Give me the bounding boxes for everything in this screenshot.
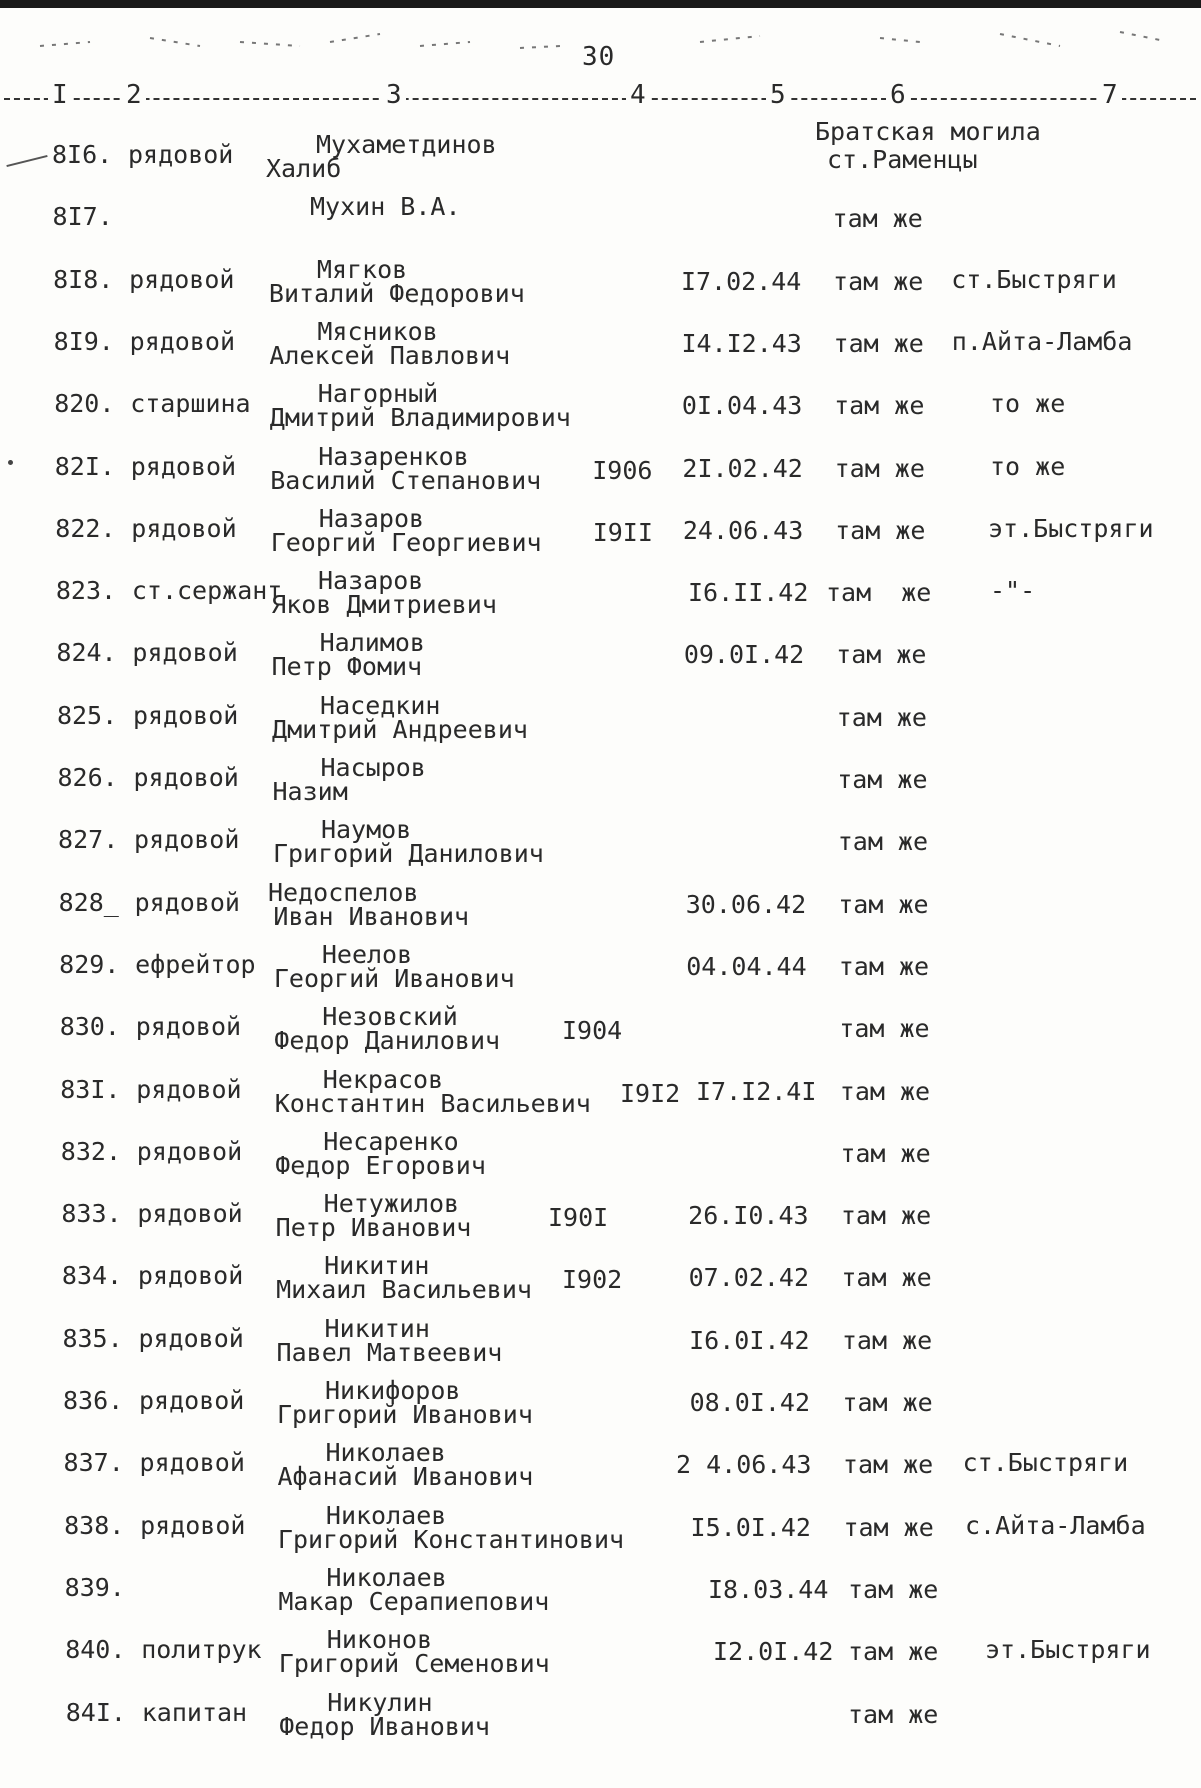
record-given: Халиб [266, 154, 342, 183]
column-number: 5 [766, 80, 790, 110]
scan-top-edge [0, 0, 1201, 8]
record-date: 24.06.43 [682, 515, 804, 545]
record-no: 825. [56, 700, 118, 730]
record-buried: там же [838, 889, 929, 919]
record-date: I6.II.42 [688, 578, 809, 608]
record-given: Дмитрий Андреевич [272, 714, 528, 744]
record-rank: рядовой [139, 1386, 245, 1415]
record-given: Павел Матвеевич [276, 1337, 503, 1367]
record-date: I7.I2.4I [696, 1076, 817, 1106]
record-rank: рядовой [139, 1448, 245, 1478]
record-row [0, 1376, 1201, 1438]
record-rank: рядовой [134, 887, 240, 917]
record-surname: Мясников [317, 316, 438, 346]
record-row [0, 878, 1201, 940]
record-given: Афанасий Иванович [277, 1462, 534, 1492]
record-date: 2I.02.42 [682, 453, 803, 483]
record-year: I904 [562, 1016, 623, 1046]
record-buried: там же [833, 266, 924, 296]
record-no: 822. [55, 513, 116, 543]
record-surname: Назаренков [318, 441, 469, 471]
record-row [0, 379, 1201, 441]
record-date: 07.02.42 [688, 1263, 810, 1293]
record-given: Федор Иванович [279, 1711, 490, 1741]
record-row [0, 1563, 1201, 1625]
record-no: 8I9. [53, 326, 114, 356]
record-surname: Неелов [321, 939, 413, 969]
record-no: 84I. [65, 1697, 126, 1727]
record-given: Иван Иванович [273, 901, 470, 931]
record-row [0, 628, 1201, 690]
record-rank: рядовой [128, 140, 234, 169]
record-surname: Наседкин [320, 690, 441, 720]
record-buried: там же [836, 702, 927, 732]
record-given: Константин Васильевич [274, 1088, 591, 1118]
record-given: Григорий Иванович [277, 1400, 533, 1429]
record-no: 820. [54, 389, 115, 419]
record-rank: старшина [130, 389, 251, 419]
record-surname: Мягков [316, 254, 408, 284]
record-no: 833. [61, 1199, 122, 1229]
record-no: 8I7. [52, 202, 113, 232]
column-number: 7 [1098, 80, 1122, 110]
record-buried: там же [838, 951, 930, 981]
record-given: Петр Фомич [271, 652, 423, 682]
record-given: Георгий Георгиевич [270, 527, 542, 557]
record-surname: Николаев [326, 1562, 447, 1592]
record-buried: там же [837, 765, 928, 794]
record-buried: там же [841, 1263, 932, 1293]
record-surname: Назаров [318, 503, 425, 533]
record-no: 828_ [58, 887, 119, 917]
record-buried: там же [843, 1512, 934, 1542]
record-given: Петр Иванович [275, 1213, 472, 1243]
record-date: 04.04.44 [686, 951, 807, 981]
record-no: 83I. [60, 1074, 121, 1104]
record-given: Дмитрий Владимирович [269, 403, 571, 433]
record-rank: рядовой [137, 1199, 243, 1229]
record-rank: ст.сержант [131, 576, 283, 606]
record-no: 82I. [54, 451, 115, 481]
record-buried: там же [848, 1637, 939, 1667]
record-rank: рядовой [135, 1012, 242, 1042]
record-place: эт.Быстряги [988, 513, 1154, 543]
record-date: I6.0I.42 [689, 1325, 810, 1355]
record-rank: рядовой [137, 1261, 244, 1291]
record-place: то же [990, 451, 1066, 481]
record-buried: там же [837, 827, 929, 857]
record-date: I5.0I.42 [690, 1512, 811, 1542]
record-no: 839. [64, 1572, 125, 1602]
record-buried: там же [842, 1450, 934, 1480]
record-row [0, 753, 1201, 815]
record-date: I4.I2.43 [681, 328, 802, 358]
record-row [0, 1625, 1201, 1687]
record-year: I9II [592, 517, 653, 547]
column-number: 2 [122, 80, 146, 110]
record-rank: рядовой [132, 700, 239, 730]
record-rank: ефрейтор [135, 949, 256, 979]
record-date: 0I.04.43 [681, 391, 803, 421]
record-given: Макар Серапиепович [278, 1586, 550, 1616]
record-place: с.Айта-Ламба [965, 1510, 1146, 1540]
record-no: 823. [55, 576, 117, 606]
record-buried: там же [841, 1325, 933, 1355]
record-no: 832. [60, 1136, 122, 1166]
record-row [0, 192, 1201, 254]
record-rank: рядовой [131, 513, 237, 543]
record-buried: там же [840, 1201, 932, 1231]
record-year: I902 [562, 1265, 623, 1295]
record-date: 26.I0.43 [688, 1201, 809, 1231]
record-buried: там же [832, 204, 923, 234]
record-date: 08.0I.42 [689, 1388, 811, 1417]
record-surname: Нагорный [317, 379, 439, 409]
column-number: 4 [626, 80, 650, 110]
record-row [0, 1314, 1201, 1376]
record-row [0, 1501, 1201, 1563]
record-buried: там же [848, 1699, 939, 1729]
column-header-row [0, 80, 1201, 116]
record-given: Яков Дмитриевич [271, 590, 497, 620]
record-row [0, 504, 1201, 566]
record-place: ст.Быстряги [951, 264, 1117, 294]
record-given: Георгий Иванович [273, 963, 515, 993]
record-given: Федор Данилович [274, 1026, 501, 1056]
record-surname: Налимов [319, 628, 425, 658]
record-rank: рядовой [136, 1136, 243, 1166]
record-buried: там же [839, 1014, 930, 1044]
record-given: Федор Егорович [275, 1150, 486, 1180]
record-place: то же [990, 389, 1066, 419]
record-row [0, 815, 1201, 877]
record-rank: рядовой [129, 326, 235, 356]
record-surname: Назаров [318, 566, 424, 596]
record-no: 835. [62, 1323, 123, 1353]
record-rank: рядовой [133, 763, 239, 792]
record-no: 830. [59, 1012, 120, 1042]
record-place: эт.Быстряги [985, 1635, 1151, 1665]
record-row [0, 317, 1201, 379]
record-no: 826. [57, 763, 118, 792]
record-surname: Мухаметдинов [316, 130, 497, 159]
record-surname: Мухин В.А. [310, 192, 461, 222]
record-no: 8I6. [52, 140, 113, 169]
record-row [0, 255, 1201, 317]
record-date: I7.02.44 [680, 266, 802, 296]
record-surname: Никулин [327, 1687, 433, 1717]
column-number: 3 [382, 80, 406, 110]
record-surname: Никифоров [325, 1376, 461, 1405]
record-given: Виталий Федорович [268, 278, 525, 308]
record-surname: Николаев [325, 1438, 446, 1468]
record-rank: рядовой [134, 825, 240, 855]
record-surname: Некрасов [322, 1064, 444, 1094]
record-place: п.Айта-Ламба [951, 326, 1133, 356]
record-surname: Насыров [320, 753, 426, 782]
record-surname: Наумов [320, 815, 412, 845]
record-buried: там же [840, 1138, 931, 1168]
record-buried: там же [836, 640, 927, 670]
record-no: 834. [61, 1261, 123, 1291]
record-row [0, 442, 1201, 504]
record-given: Григорий Семенович [278, 1649, 550, 1679]
record-given: Назим [272, 777, 348, 806]
record-given: Василий Степанович [270, 465, 542, 495]
record-buried: там же [834, 453, 925, 483]
record-date: I8.03.44 [708, 1574, 829, 1604]
record-no: 840. [65, 1635, 126, 1665]
record-surname: Несаренко [323, 1126, 459, 1156]
record-buried: там же [839, 1076, 931, 1106]
record-buried: там же [826, 578, 932, 608]
record-rank: рядовой [130, 451, 237, 481]
record-rank: рядовой [138, 1323, 244, 1353]
record-buried: там же [848, 1574, 939, 1604]
record-row [0, 1002, 1201, 1064]
record-no: 8I8. [53, 264, 114, 294]
record-row [0, 1251, 1201, 1313]
record-place: ст.Быстряги [962, 1448, 1129, 1478]
record-surname: Недоспелов [268, 877, 419, 907]
record-date: 2 4.06.43 [676, 1450, 812, 1480]
record-date: 09.0I.42 [683, 640, 805, 670]
record-buried: там же [842, 1388, 933, 1417]
record-surname: Николаев [325, 1500, 447, 1530]
column-number: 6 [886, 80, 910, 110]
record-buried: там же [835, 515, 926, 545]
record-no: 836. [63, 1386, 124, 1415]
record-row [0, 1127, 1201, 1189]
record-given: Григорий Данилович [272, 839, 544, 869]
burial-place-header-line2: ст.Раменцы [827, 145, 978, 174]
record-buried: там же [833, 328, 924, 358]
record-surname: Никитин [324, 1251, 430, 1281]
record-year: I90I [548, 1203, 609, 1233]
record-date: 30.06.42 [685, 889, 807, 919]
record-rank: рядовой [129, 264, 235, 294]
record-date: I2.0I.42 [713, 1637, 834, 1667]
record-given: Михаил Васильевич [276, 1275, 532, 1305]
record-row [0, 1688, 1201, 1750]
record-row [0, 940, 1201, 1002]
record-row [0, 130, 1201, 192]
record-buried: там же [834, 391, 925, 421]
record-rank: рядовой [136, 1074, 242, 1104]
record-rank: политрук [141, 1635, 262, 1665]
record-surname: Никонов [326, 1625, 433, 1655]
record-row [0, 566, 1201, 628]
record-no: 824. [56, 638, 117, 668]
column-number: I [48, 80, 72, 110]
record-year: I9I2 [620, 1078, 681, 1108]
record-place: -"- [990, 576, 1036, 606]
record-row [0, 1438, 1201, 1500]
record-surname: Никитин [324, 1313, 430, 1343]
record-row [0, 1065, 1201, 1127]
record-year: I906 [592, 455, 653, 485]
record-no: 838. [64, 1510, 125, 1540]
record-surname: Нетужилов [323, 1189, 460, 1219]
burial-place-header-line1: Братская могила [815, 117, 1041, 146]
stray-dot [8, 460, 13, 465]
page-number: 30 [582, 42, 616, 72]
record-given: Алексей Павлович [269, 340, 511, 370]
record-no: 827. [58, 825, 119, 855]
record-given: Григорий Константинович [277, 1524, 625, 1554]
record-no: 829. [59, 949, 120, 979]
record-rank: рядовой [132, 638, 238, 668]
record-row [0, 691, 1201, 753]
record-rank: рядовой [140, 1510, 246, 1540]
record-row [0, 1189, 1201, 1251]
record-rank: капитан [141, 1697, 248, 1727]
record-surname: Незовский [322, 1002, 458, 1032]
record-no: 837. [63, 1448, 124, 1478]
